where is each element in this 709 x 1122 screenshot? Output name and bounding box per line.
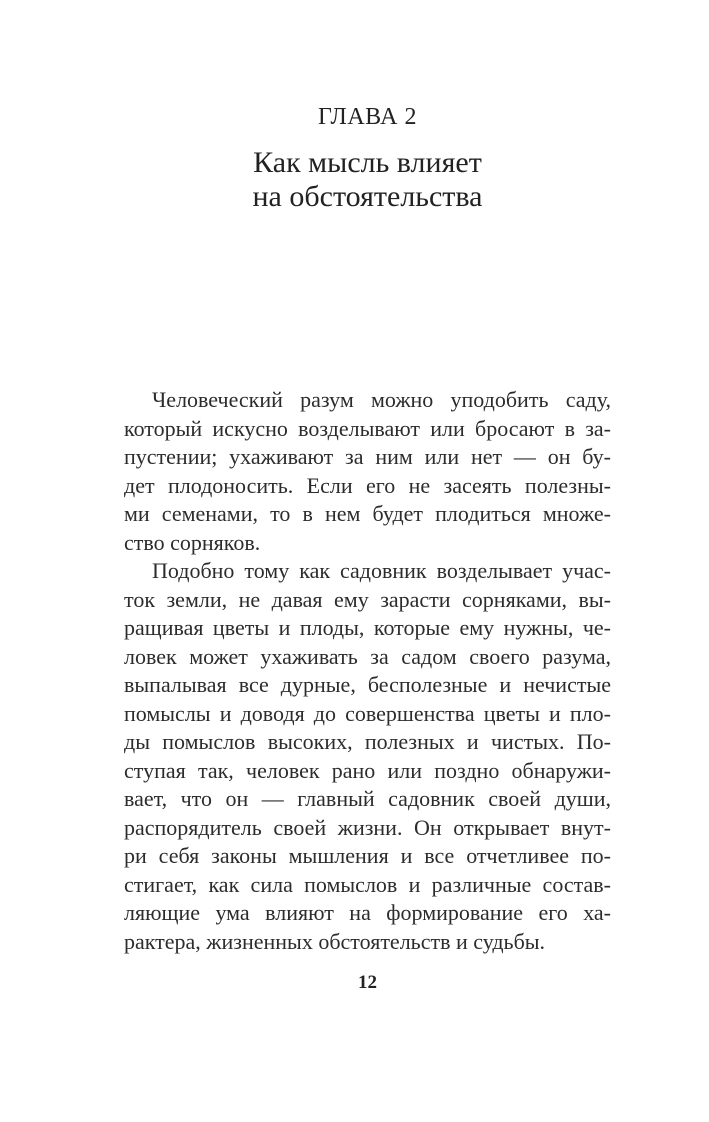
body-line: ми семенами, то в нем будет плодиться множе- [124,501,611,526]
paragraph [124,386,611,557]
page-number: 12 [358,972,377,993]
body-line: рактера, жизненных обстоятельств и судьбы. [124,928,546,954]
body-line: выпалывая все дурные, бесполезные и нечистые [124,672,611,697]
body-text [124,386,611,956]
body-line: ловек может ухаживать за садом своего разума, [124,643,611,669]
body-line: вает, что он — главный садовник своей души, [124,786,611,811]
body-line: помыслы и доводя до совершенства цветы и пло- [124,700,611,726]
body-line: пустении; ухаживают за ним или нет — он бу- [124,444,611,469]
body-line: ляющие ума влияют на формирование его ха- [124,900,611,925]
body-line: распорядитель своей жизни. Он открывает внут- [124,814,611,840]
chapter-title [124,146,611,214]
body-line: Подобно тому как садовник возделывает учас- [152,558,611,583]
body-line: ство сорняков. [124,529,261,555]
body-line: ды помыслов высоких, полезных и чистых. По- [124,729,611,754]
body-line: ступая так, человек рано или поздно обнаружи- [124,757,611,783]
chapter-title-line: Как мысль влияет [253,146,482,179]
chapter-label: ГЛАВА 2 [317,104,417,130]
body-line: ращивая цветы и плоды, которые ему нужны, че- [124,615,611,640]
body-line: ток земли, не давая ему зарасти сорняками, вы- [124,586,611,612]
body-line: ри себя законы мышления и все отчетливее по- [124,843,611,868]
body-line: Человеческий разум можно уподобить саду, [152,387,611,412]
body-line: который искусно возделывают или бросают в за- [124,415,611,441]
chapter-title-line: на обстоятельства [252,180,483,213]
body-line: дет плодоносить. Если его не засеять полезны- [124,472,611,498]
paragraph [124,557,611,956]
body-line: стигает, как сила помыслов и различные состав- [124,871,611,897]
